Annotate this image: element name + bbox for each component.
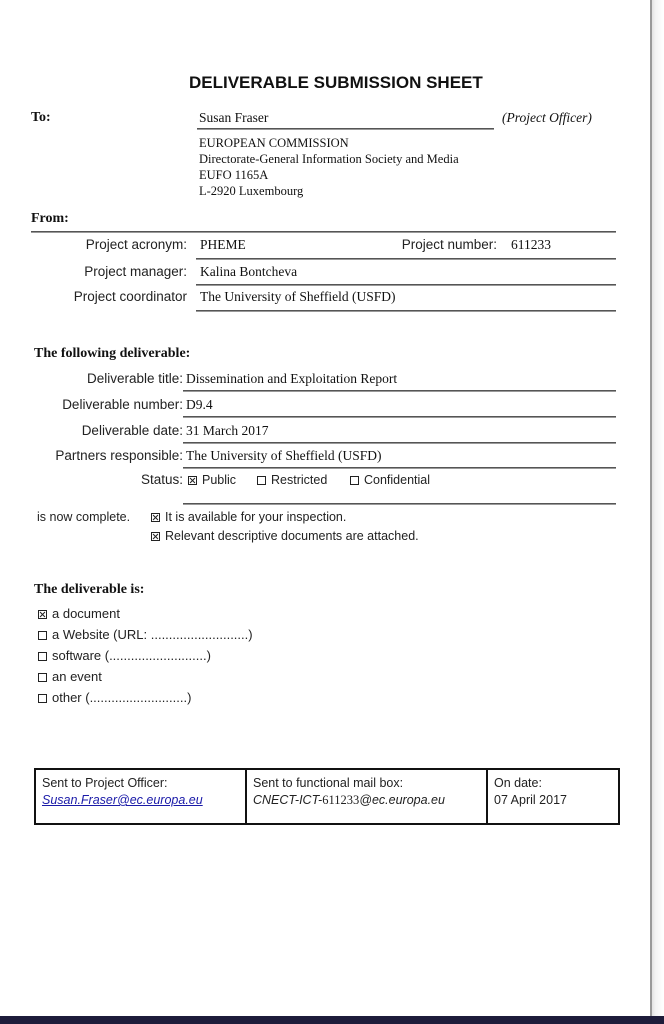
submission-table [34, 768, 620, 825]
project-number-label: Project number: [401, 237, 497, 252]
project-acronym-value: PHEME [200, 237, 246, 252]
checked-box-icon [151, 513, 160, 522]
recipient-name: Susan Fraser [199, 110, 269, 125]
to-label: To: [31, 110, 51, 125]
checked-box-icon [38, 610, 47, 619]
unchecked-box-icon [38, 652, 47, 661]
deliverable-heading: The following deliverable: [34, 346, 191, 361]
deliverable-date-underline [183, 442, 616, 444]
acronym-underline [196, 258, 616, 260]
from-top-rule [31, 231, 616, 233]
recipient-address [199, 135, 459, 199]
option-other[interactable]: other (...........................) [38, 690, 191, 705]
status-restricted[interactable]: Restricted [257, 473, 327, 487]
recipient-underline [197, 128, 494, 130]
documents-attached-item[interactable]: Relevant descriptive documents are attached. [151, 529, 419, 543]
project-manager-label: Project manager: [84, 264, 187, 279]
deliverable-date-value: 31 March 2017 [186, 423, 269, 438]
manager-underline [196, 284, 616, 286]
coordinator-underline [196, 310, 616, 312]
mailbox-label: Sent to functional mail box: [253, 776, 404, 790]
recipient-role: (Project Officer) [502, 110, 592, 125]
project-coordinator-value: The University of Sheffield (USFD) [200, 289, 396, 304]
deliverable-number-underline [183, 416, 616, 418]
officer-label: Sent to Project Officer: [42, 776, 168, 790]
status-label: Status: [140, 472, 183, 487]
option-software[interactable]: software (...........................) [38, 648, 211, 663]
unchecked-box-icon [38, 673, 47, 682]
sent-date-label: On date: [494, 776, 542, 790]
deliverable-title-value: Dissemination and Exploitation Report [186, 371, 398, 386]
unchecked-box-icon [350, 476, 359, 485]
unchecked-box-icon [38, 694, 47, 703]
address-line: EUFO 1165A [199, 168, 269, 182]
checked-box-icon [151, 532, 160, 541]
status-confidential[interactable]: Confidential [350, 473, 430, 487]
deliverable-number-value: D9.4 [186, 397, 213, 412]
status-underline [183, 503, 616, 505]
status-public[interactable]: Public [188, 473, 236, 487]
deliverable-number-label: Deliverable number: [62, 397, 183, 412]
complete-text: is now complete. [37, 510, 131, 524]
page-title: DELIVERABLE SUBMISSION SHEET [189, 73, 483, 92]
inspection-item[interactable]: It is available for your inspection. [151, 510, 346, 524]
project-number-value: 611233 [511, 237, 551, 252]
partners-value: The University of Sheffield (USFD) [186, 448, 382, 463]
deliverable-date-label: Deliverable date: [81, 423, 183, 438]
date-cell [488, 770, 618, 823]
unchecked-box-icon [257, 476, 266, 485]
address-line: Directorate-General Information Society and Media [199, 152, 459, 166]
deliverable-title-underline [183, 390, 616, 392]
mailbox-address: CNECT-ICT-611233@ec.europa.eu [253, 793, 445, 807]
bottom-frame-bar [0, 1016, 664, 1024]
partners-label: Partners responsible: [55, 448, 183, 463]
officer-email-link[interactable]: Susan.Fraser@ec.europa.eu [42, 793, 203, 807]
option-website[interactable]: a Website (URL: ...........................) [38, 627, 253, 642]
mailbox-cell [247, 770, 488, 823]
project-acronym-label: Project acronym: [85, 237, 187, 252]
project-coordinator-label: Project coordinator [73, 289, 187, 304]
partners-underline [183, 467, 616, 469]
option-event[interactable]: an event [38, 669, 102, 684]
project-manager-value: Kalina Bontcheva [200, 264, 298, 279]
page-edge-line [650, 0, 652, 1024]
sent-date-value: 07 April 2017 [494, 793, 567, 807]
deliverable-title-label: Deliverable title: [86, 371, 183, 386]
page-edge-shadow [650, 0, 664, 1024]
from-label: From: [31, 211, 69, 226]
address-line: EUROPEAN COMMISSION [199, 136, 349, 150]
officer-cell [36, 770, 247, 823]
option-document[interactable]: a document [38, 606, 120, 621]
deliverable-is-heading: The deliverable is: [34, 582, 145, 597]
checked-box-icon [188, 476, 197, 485]
address-line: L-2920 Luxembourg [199, 184, 304, 198]
unchecked-box-icon [38, 631, 47, 640]
